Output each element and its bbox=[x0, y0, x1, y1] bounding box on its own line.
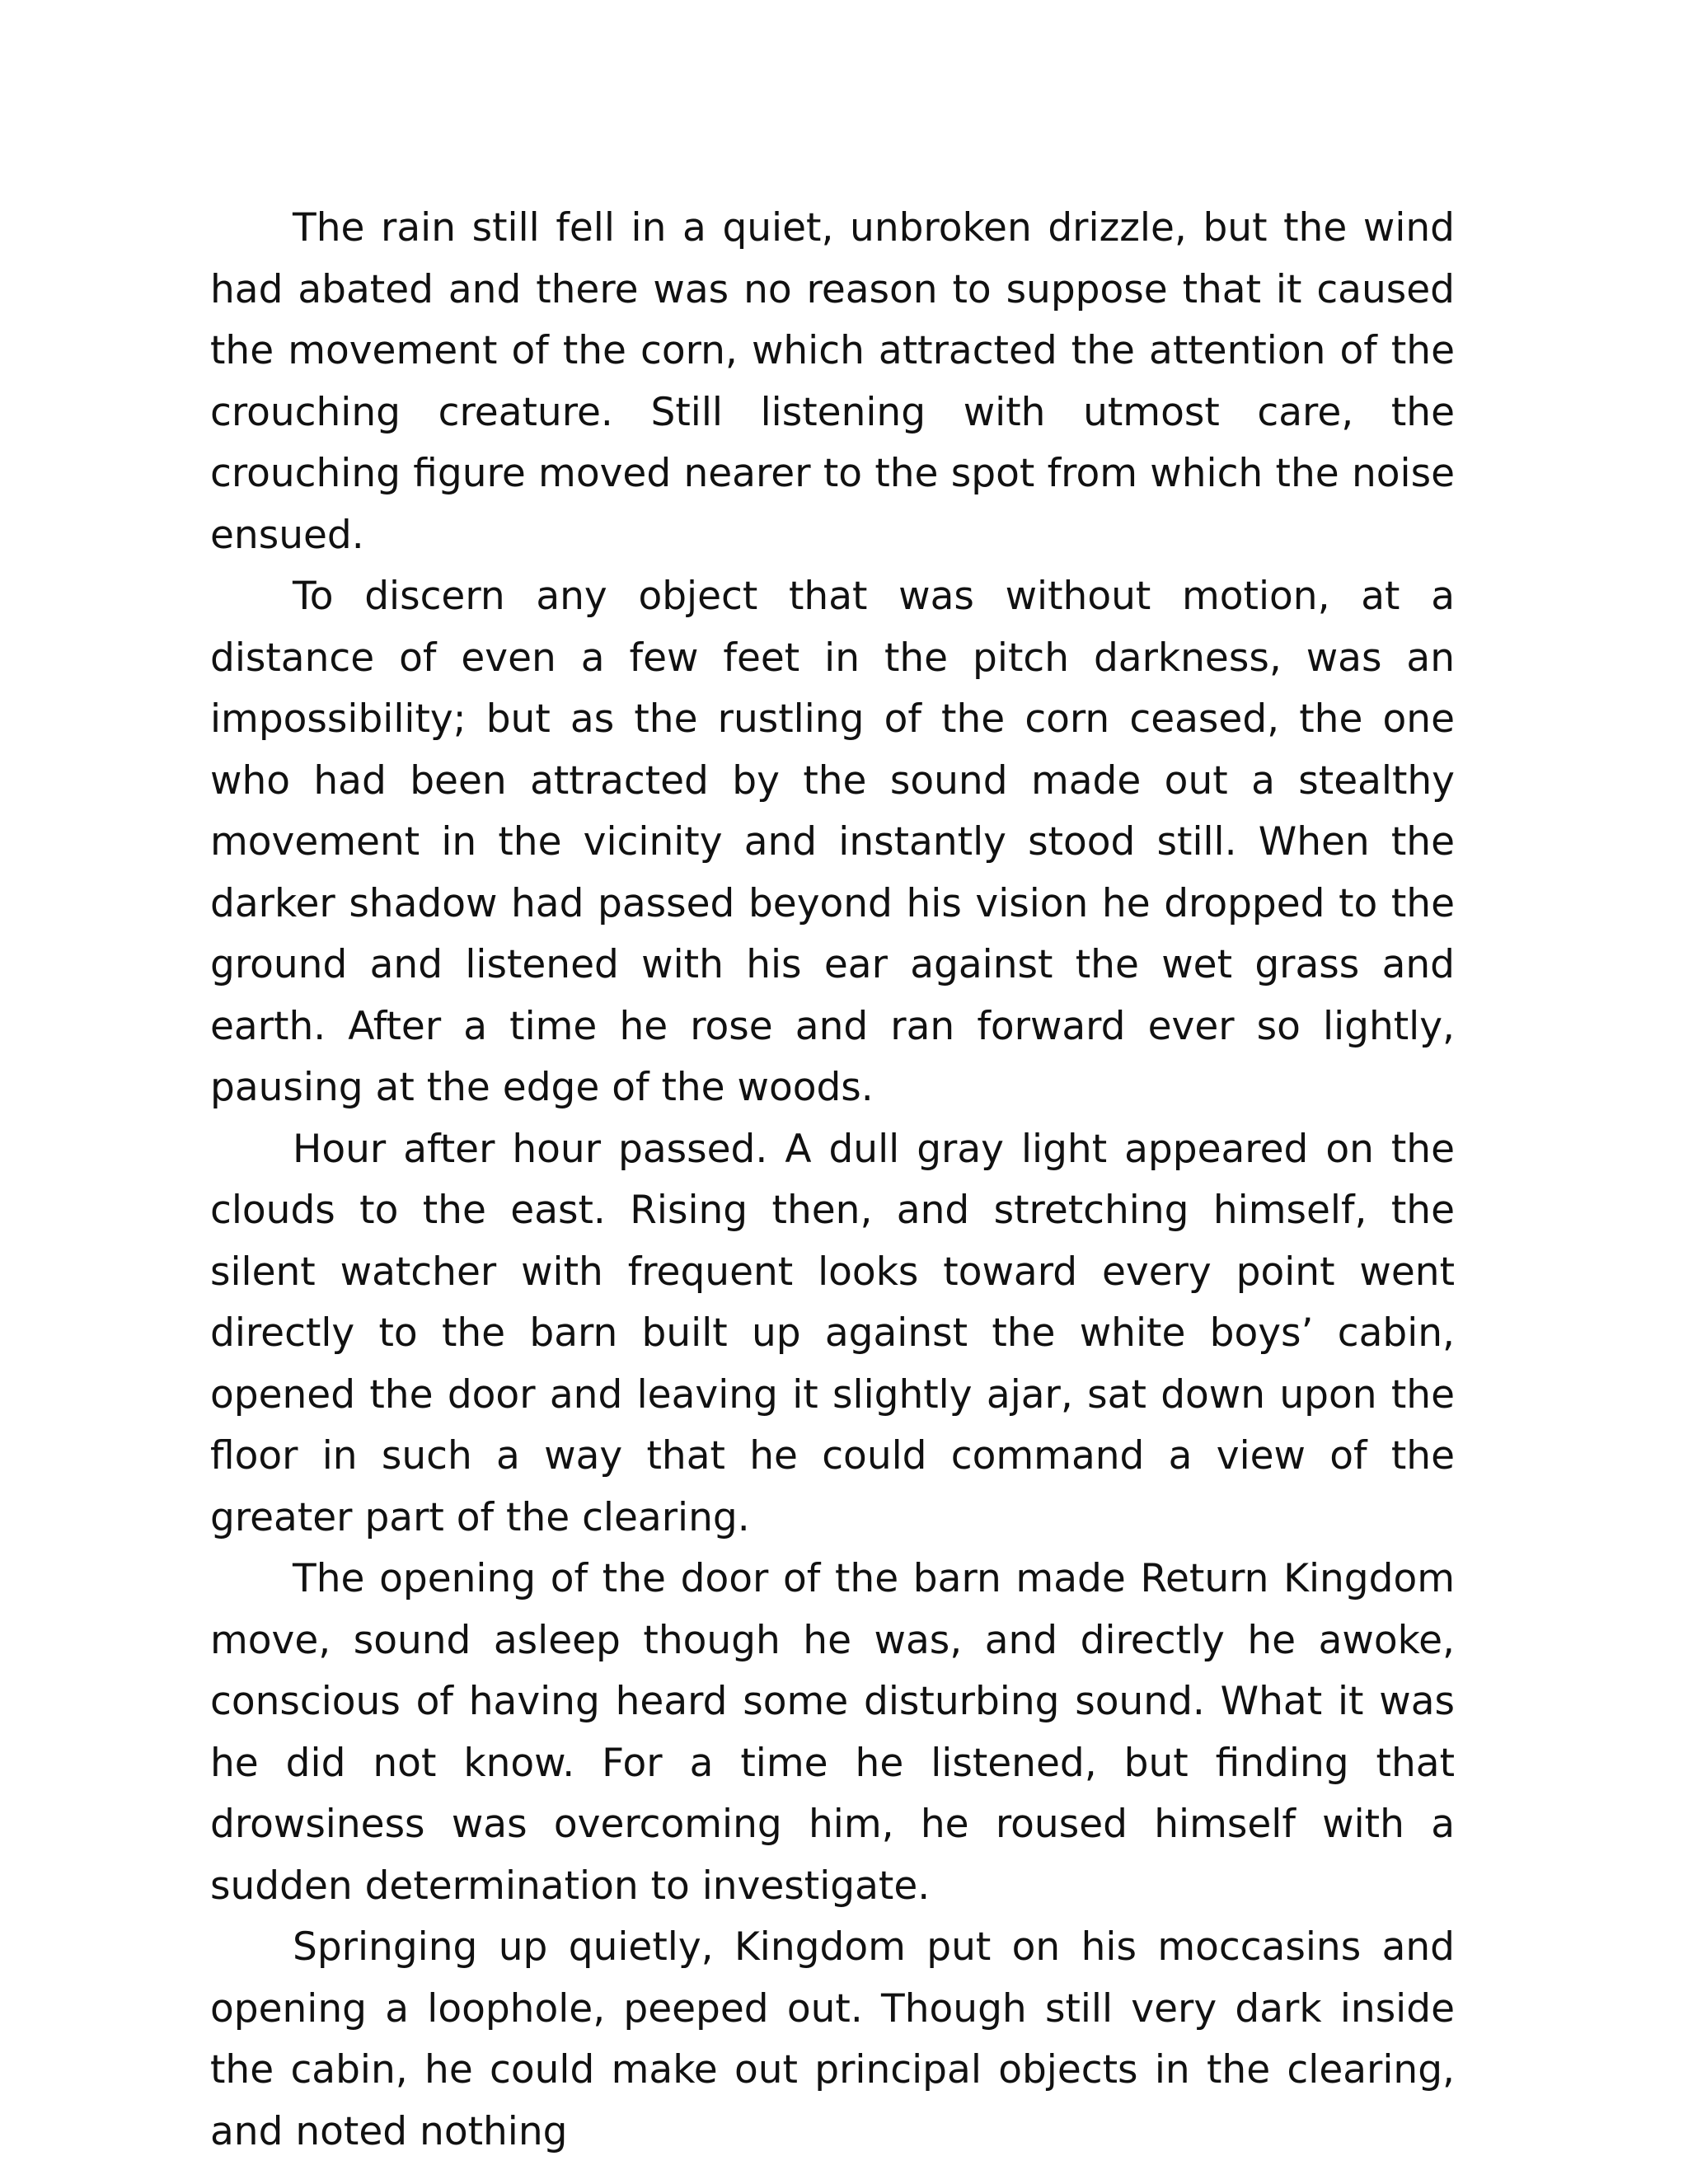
body-text bbox=[210, 198, 1455, 2163]
paragraph-5: Springing up quietly, Kingdom put on his moccasins and opening a loophole, peeped out. Though still very dark inside the cabin, he could make out principal objects in the clearing, and noted nothing bbox=[210, 1924, 1455, 2154]
paragraph-2: To discern any object that was without motion, at a distance of even a few feet in the pitch darkness, was an impossibility; but as the rustling of the corn ceased, the one who had been attracted by the sound made out a stealthy movement in the vicinity and instantly stood still. When the darker shadow had passed beyond his vision he dropped to the ground and listened with his ear against the wet grass and earth. After a time he rose and ran forward ever so lightly, pausing at the edge of the woods. bbox=[210, 574, 1455, 1110]
paragraph-4: The opening of the door of the barn made Return Kingdom move, sound asleep though he was, and directly he awoke, conscious of having heard some disturbing sound. What it was he did not know. For a time he listened, but finding that drowsiness was overcoming him, he roused himself with a sudden determination to investigate. bbox=[210, 1556, 1455, 1909]
paragraph-1: The rain still fell in a quiet, unbroken drizzle, but the wind had abated and there was no reason to suppose that it caused the movement of the corn, which attracted the attention of the crouching creature. Still listening with utmost care, the crouching figure moved nearer to the spot from which the noise ensued. bbox=[210, 205, 1455, 558]
paragraph-3: Hour after hour passed. A dull gray light appeared on the clouds to the east. Rising then, and stretching himself, the silent watcher with frequent looks toward every point went directly to the barn built up against the white boys’ cabin, opened the door and leaving it slightly ajar, sat down upon the floor in such a way that he could command a view of the greater part of the clearing. bbox=[210, 1126, 1455, 1540]
